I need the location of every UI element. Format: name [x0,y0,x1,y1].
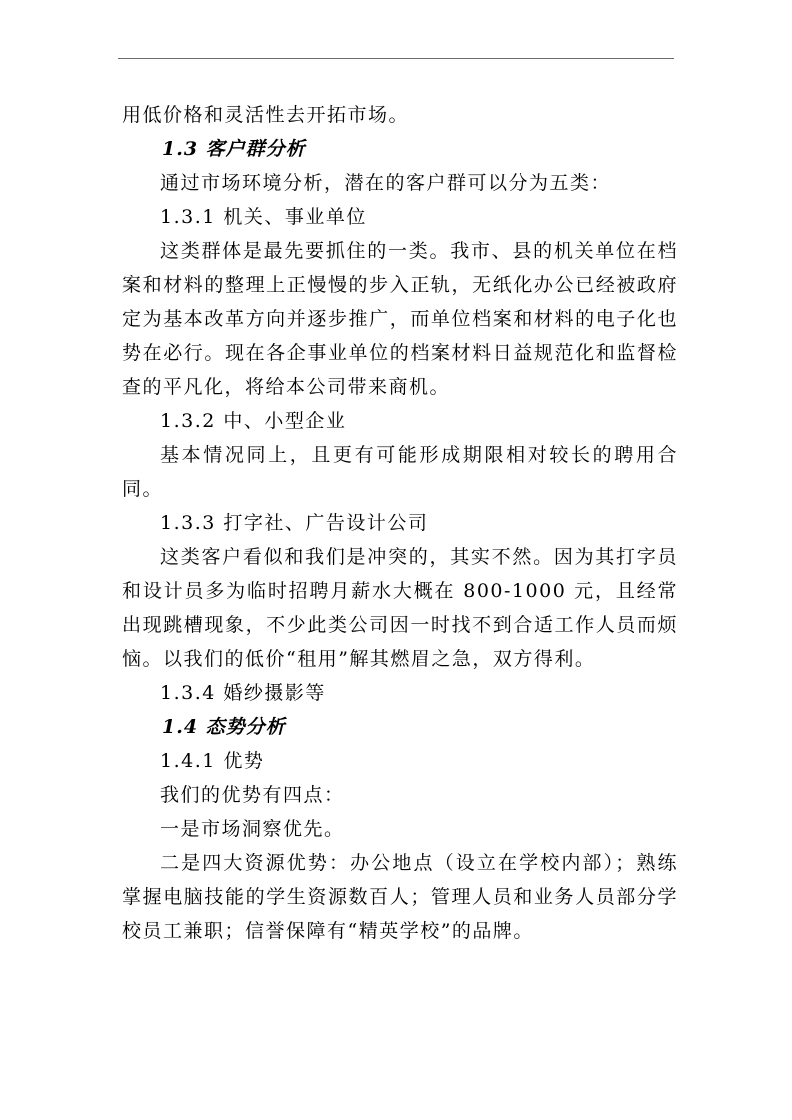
paragraph-1-3-3: 这类客户看似和我们是冲突的，其实不然。因为其打字员和设计员多为临时招聘月薪水大概在 800-1000 元，且经常出现跳槽现象，不少此类公司因一时找不到合适工作人员而烦恼。以我们的低价“租用”解其燃眉之急，双方得利。 [122,546,678,670]
continuation-text: 用低价格和灵活性去开拓市场。 [122,104,410,126]
advantages-intro: 我们的优势有四点： [160,784,345,806]
subsection-heading-1-3-2: 1.3.2 中、小型企业 [160,410,347,432]
advantage-point-1: 一是市场洞察优先。 [160,818,345,840]
subsection-heading-1-3-1: 1.3.1 机关、事业单位 [160,206,367,228]
paragraph-1-3-2: 基本情况同上，且更有可能形成期限相对较长的聘用合同。 [122,444,678,500]
subsection-heading-1-4-1: 1.4.1 优势 [160,750,265,772]
document-body [122,98,678,948]
advantage-point-2: 二是四大资源优势：办公地点（设立在学校内部）；熟练掌握电脑技能的学生资源数百人；管理人员和业务人员部分学校员工兼职；信誉保障有“精英学校”的品牌。 [122,852,678,942]
section-intro: 通过市场环境分析，潜在的客户群可以分为五类： [160,172,612,194]
section-heading-1-4: 1.4 态势分析 [162,716,286,738]
paragraph-1-3-1: 这类群体是最先要抓住的一类。我市、县的机关单位在档案和材料的整理上正慢慢的步入正轨，无纸化办公已经被政府定为基本改革方向并逐步推广，而单位档案和材料的电子化也势在必行。现在各企事业单位的档案材料日益规范化和监督检查的平凡化，将给本公司带来商机。 [122,240,678,398]
header-rule [118,58,674,59]
section-heading-1-3: 1.3 客户群分析 [162,138,306,160]
subsection-heading-1-3-4: 1.3.4 婚纱摄影等 [160,682,326,704]
subsection-heading-1-3-3: 1.3.3 打字社、广告设计公司 [160,512,429,534]
